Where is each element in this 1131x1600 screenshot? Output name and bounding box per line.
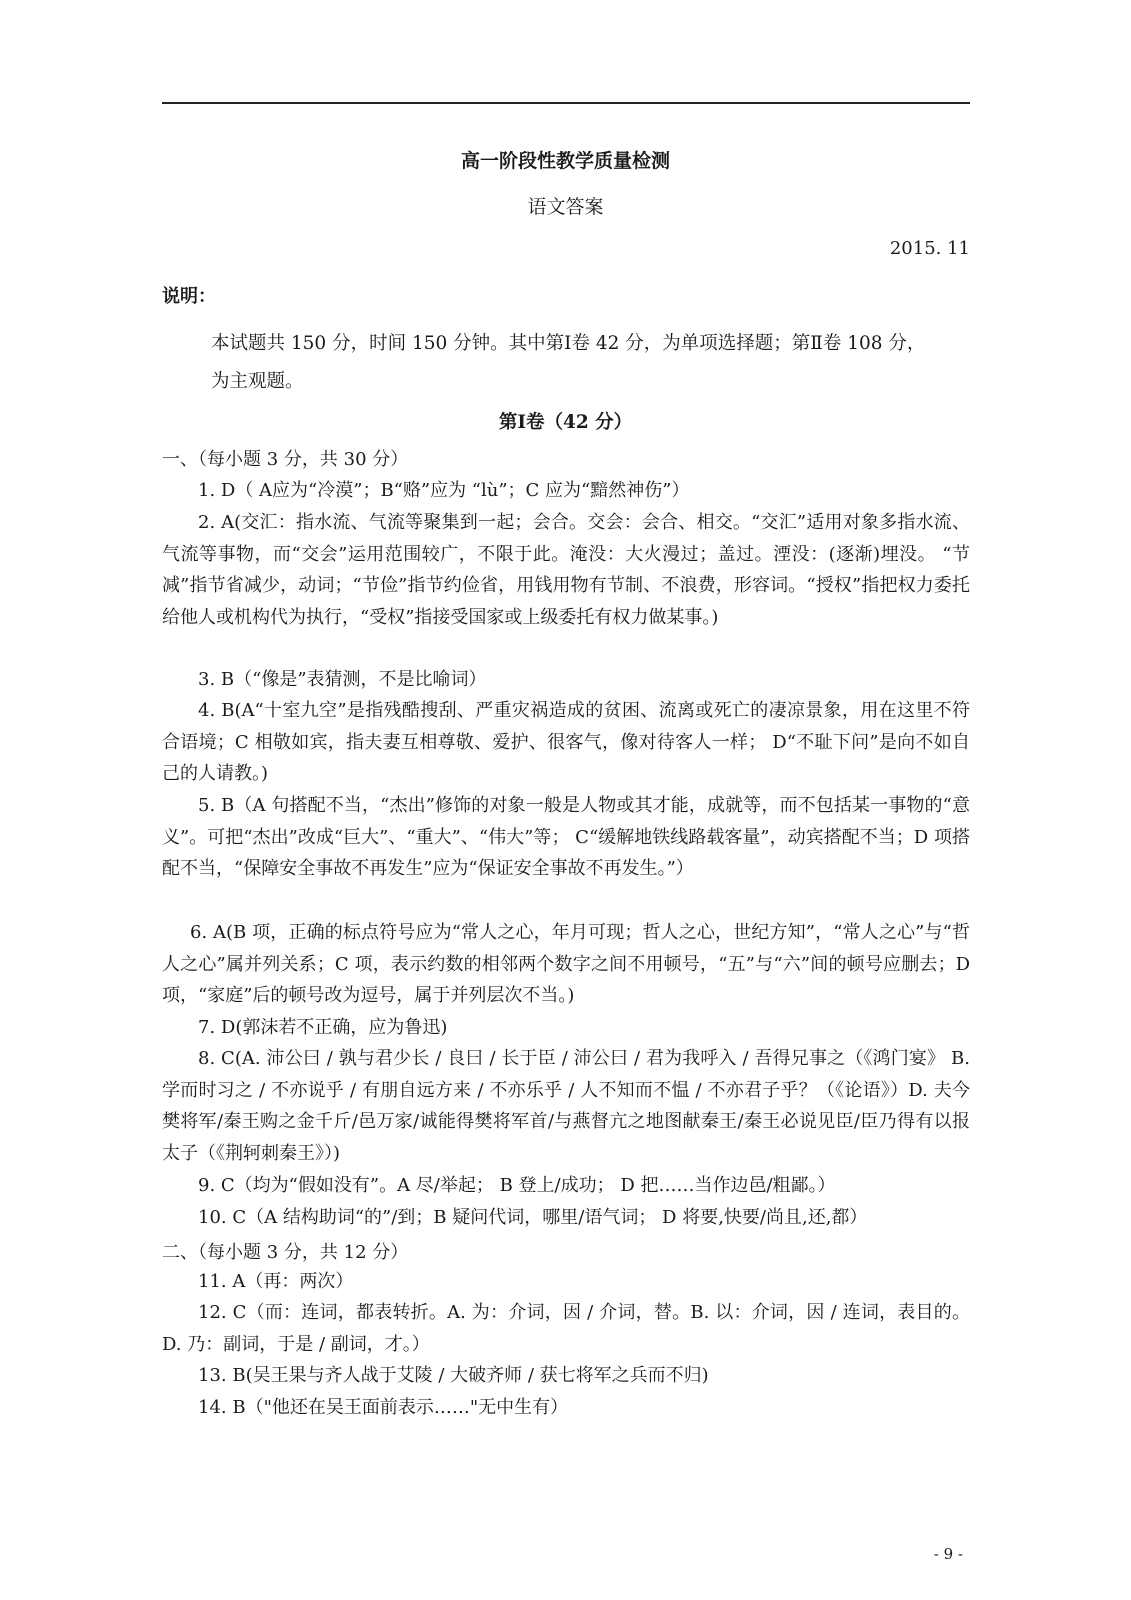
answer-item-2: 2. A(交汇：指水流、气流等聚集到一起；会合。交会：会合、相交。“交汇”适用对象多指水流、气流等事物，而“交会”运用范围较广，不限于此。淹没：大火漫过；盖过。湮没：(逐渐)埋没。 “节减”指节省减少，动词；“节俭”指节约俭省，用钱用物有节制、不浪费，形容词。“授权”指把权力委托给他人或机构代为执行，“受权”指接受国家或上级委托有权力做某事。) (162, 512, 970, 628)
document-subtitle: 语文答案 (527, 196, 604, 218)
answer-item-5: 5. B（A 句搭配不当，“杰出”修饰的对象一般是人物或其才能，成就等，而不包括某一事物的“意义”。可把“杰出”改成“巨大”、“重大”、“伟大”等； C“缓解地铁线路载客量”，动宾搭配不当；D 项搭配不当，“保障安全事故不再发生”应为“保证安全事故不再发生。”） (162, 795, 970, 879)
page-number: - 9 - (933, 1545, 963, 1563)
note-text: 本试题共 150 分，时间 150 分钟。其中第Ⅰ卷 42 分，为单项选择题；第Ⅱ卷 108 分， (211, 333, 926, 354)
answer-item-12: 12. C（而：连词，都表转折。A. 为：介词，因 / 介词，替。B. 以：介词，因 / 连词，表目的。D. 乃：副词，于是 / 副词，才。） (162, 1302, 970, 1355)
answer-item-9: 9. C（均为“假如没有”。A 尽/举起； B 登上/成功； D 把……当作边邑/粗鄙。） (198, 1175, 836, 1196)
section-one-heading: 一、（每小题 3 分，共 30 分） (162, 449, 409, 470)
answer-item-8: 8. C(A. 沛公曰 / 孰与君少长 / 良曰 / 长于臣 / 沛公曰 / 君为我呼入 / 吾得兄事之（《鸿门宴》 B. 学而时习之 / 不亦说乎 / 有朋自远方来 / 不亦乐乎 / 人不知而不愠 / 不亦君子乎？（《论语》）D. 夫今樊将军/秦王购之金千斤/邑万家/诚能得樊将军首/与燕督亢之地图献秦王/秦王必说见臣/臣乃得有以报太子（《荆轲刺秦王》）) (162, 1048, 970, 1164)
answer-item-7: 7. D(郭沫若不正确，应为鲁迅) (198, 1017, 448, 1038)
note-label: 说明： (162, 286, 216, 307)
answer-item-13: 13. B(吴王果与齐人战于艾陵 / 大破齐师 / 获七将军之兵而不归) (198, 1365, 709, 1386)
answer-item-10: 10. C（A 结构助词“的”/到；B 疑问代词，哪里/语气词； D 将要,快要/尚且,还,都） (198, 1207, 868, 1228)
header-rule (162, 102, 970, 104)
answer-item-3: 3. B（“像是”表猜测，不是比喻词） (198, 669, 487, 690)
answer-item-4: 4. B(A“十室九空”是指残酷搜刮、严重灾祸造成的贫困、流离或死亡的凄凉景象，用在这里不符合语境；C 相敬如宾，指夫妻互相尊敬、爱护、很客气，像对待客人一样； D“不耻下问”是向不如自己的人请教。) (162, 700, 970, 784)
answer-item-1: 1. D（ A应为“冷漠”；B“赂”应为 “lù”；C 应为“黯然神伤”） (198, 480, 690, 501)
document-date: 2015. 11 (889, 238, 970, 259)
section-two-heading: 二、（每小题 3 分，共 12 分） (162, 1242, 409, 1263)
note-text-continued: 为主观题。 (211, 371, 304, 392)
part-one-title: 第Ⅰ卷（42 分） (498, 412, 633, 433)
document-title: 高一阶段性教学质量检测 (460, 150, 670, 172)
answer-item-11: 11. A（再：两次） (198, 1271, 354, 1292)
answer-item-6: 6. A(B 项，正确的标点符号应为“常人之心，年月可现；哲人之心，世纪方知”，“常人之心”与“哲人之心”属并列关系；C 项，表示约数的相邻两个数字之间不用顿号，“五”与“六”间的顿号应删去；D 项，“家庭”后的顿号改为逗号，属于并列层次不当。) (162, 922, 970, 1006)
answer-item-14: 14. B（"他还在吴王面前表示……"无中生有） (198, 1397, 569, 1418)
